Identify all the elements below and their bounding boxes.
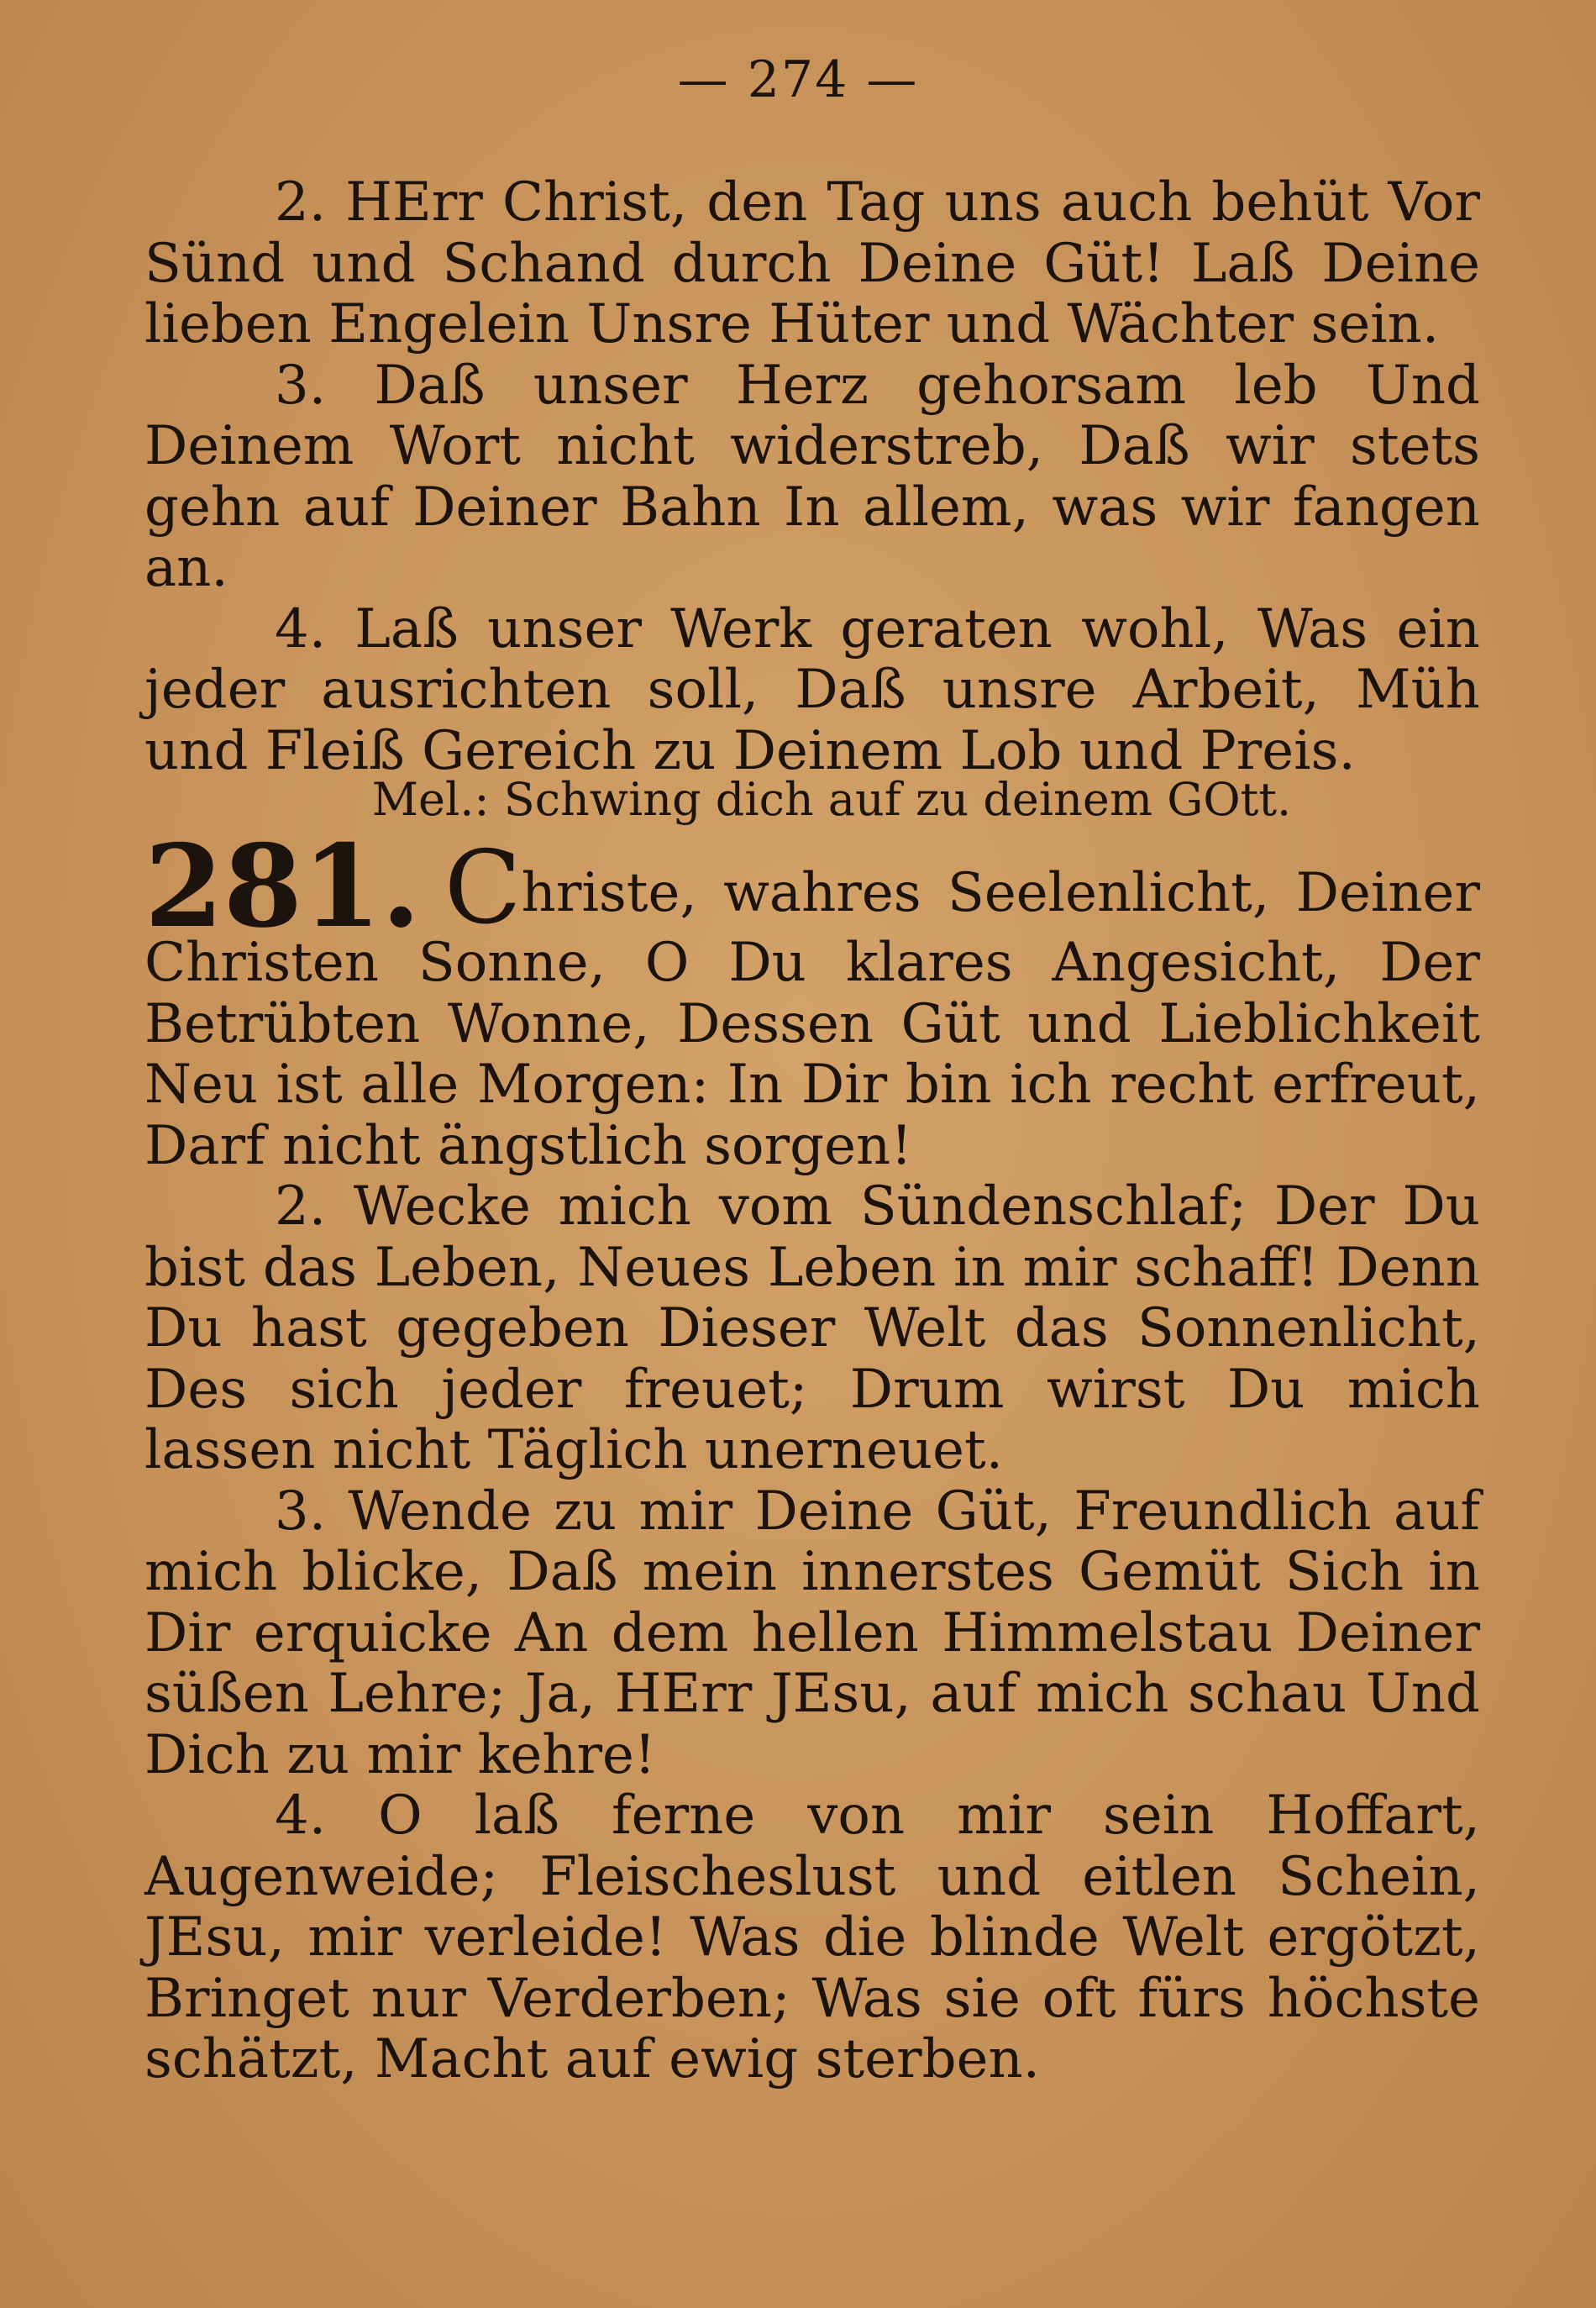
verse: 4. O laß ferne von mir sein Hoffart, Augenweide; Fleischeslust und eitlen Schein, JEsu, mir verleide! Was die blinde Welt ergötzt, Bringet nur Verderben; Was sie oft fürs höchste schätzt, Macht auf ewig sterben.: [144, 1785, 1480, 2090]
hymn-first-verse: [144, 819, 1480, 1177]
verse: 3. Daß unser Herz gehorsam leb Und Deinem Wort nicht widerstreb, Daß wir stets gehn auf Deiner Bahn In allem, was wir fangen an.: [144, 354, 1480, 599]
verse: 2. Wecke mich vom Sündenschlaf; Der Du bist das Leben, Neues Leben in mir schaff! Denn Du hast gegeben Dieser Welt das Sonnenlicht, Des sich jeder freuet; Drum wirst Du mich lassen nicht Täglich unerneuet.: [144, 1175, 1480, 1481]
verse: 4. Laß unser Werk geraten wohl, Was ein jeder ausrichten soll, Daß unsre Arbeit, Müh und Fleiß Gereich zu Deinem Lob und Preis.: [144, 597, 1480, 782]
verse: 2. HErr Christ, den Tag uns auch behüt Vor Sünd und Schand durch Deine Güt! Laß Deine lieben Engelein Unsre Hüter und Wächter sein.: [144, 171, 1480, 355]
hymn-281: [144, 819, 1480, 2090]
verse: 3. Wende zu mir Deine Güt, Freundlich auf mich blicke, Daß mein innerstes Gemüt Sich in Dir erquicke An dem hellen Himmelstau Deiner süßen Lehre; Ja, HErr JEsu, auf mich schau Und Dich zu mir kehre!: [144, 1480, 1480, 1786]
drop-cap: C: [444, 830, 522, 947]
melody-note: Mel.: Schwing dich auf zu deinem GOtt.: [371, 773, 1292, 826]
first-verse-text: hriste, wahres Seelenlicht, Deiner Christen Sonne, O Du klares Angesicht, Der Betrübten Wonne, Dessen Güt und Lieblichkeit Neu ist alle Morgen: In Dir bin ich recht erfreut, Darf nicht ängstlich sorgen!: [144, 862, 1480, 1177]
hymn-number: 281.: [144, 819, 421, 953]
page-number: — 274 —: [677, 50, 919, 109]
previous-hymn-verses: [144, 172, 1480, 781]
